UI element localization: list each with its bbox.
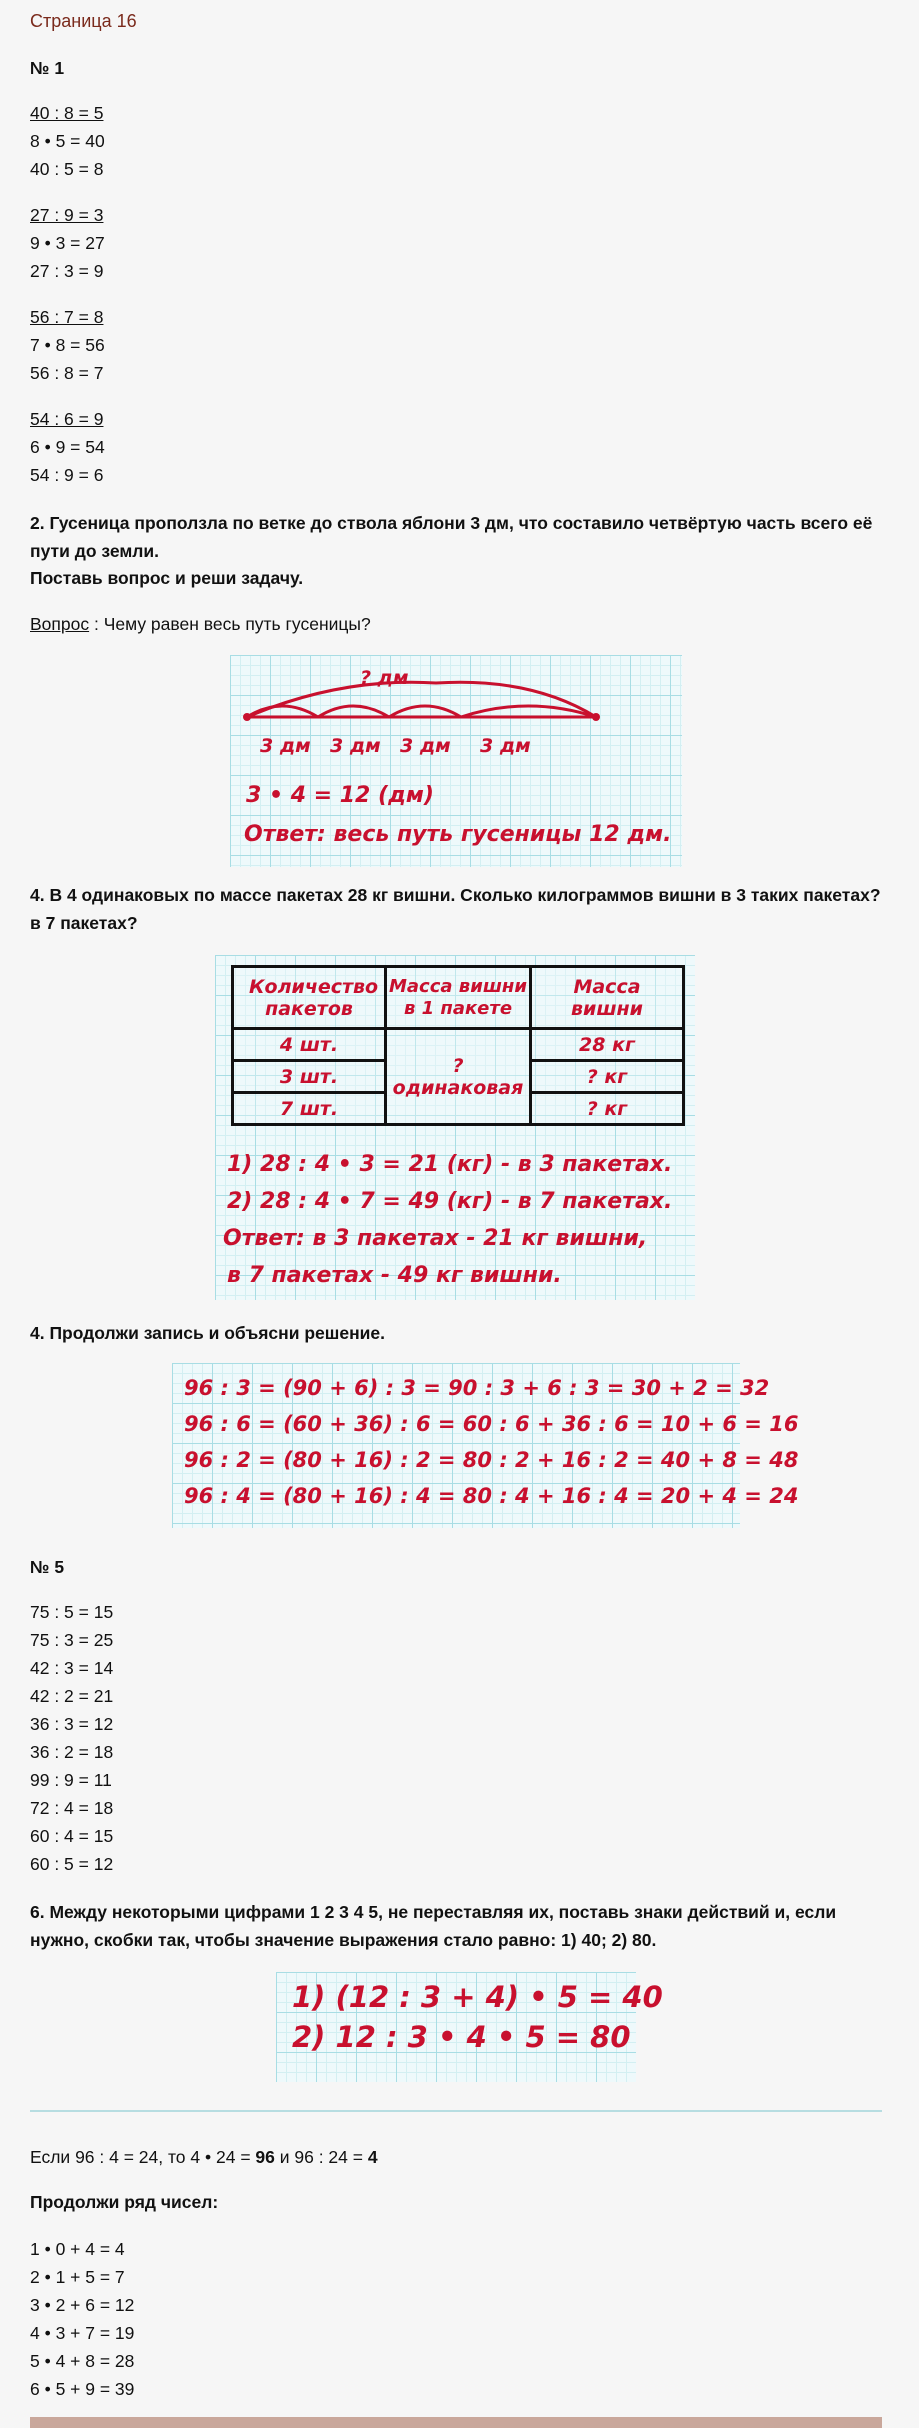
task1-g1-line1: 40 : 8 = 5: [30, 103, 104, 123]
task4b-heading: 4. Продолжи запись и объясни решение.: [30, 1323, 386, 1343]
task5-line-8: 72 : 4 = 18: [30, 1798, 114, 1818]
task4a-heading: 4. В 4 одинаковых по массе пакетах 28 кг вишни. Сколько килограммов вишни в 3 таких пакетах? в 7 пакетах?: [30, 885, 881, 933]
series-line-1: 1 • 0 + 4 = 4: [30, 2239, 125, 2259]
task2-instruction: Поставь вопрос и реши задачу.: [30, 568, 304, 588]
task1-g2-line3: 27 : 3 = 9: [30, 261, 104, 281]
task1-g4-line3: 54 : 9 = 6: [30, 465, 104, 485]
task1-g4-line2: 6 • 9 = 54: [30, 437, 105, 457]
task1-g2-line1: 27 : 9 = 3: [30, 205, 104, 225]
extra-bold-1: 96: [255, 2147, 275, 2167]
task5-line-1: 75 : 5 = 15: [30, 1602, 114, 1622]
quantity-2: 3 шт.: [233, 1061, 386, 1093]
quantity-3: 7 шт.: [233, 1093, 386, 1125]
total-mass-1: 28 кг: [531, 1029, 684, 1061]
series-line-4: 4 • 3 + 7 = 19: [30, 2323, 135, 2343]
path-start-dot: [243, 713, 251, 721]
header-total-mass: Масса вишни: [531, 967, 684, 1029]
task1-g1-line3: 40 : 5 = 8: [30, 159, 104, 179]
page-title: Страница 16: [30, 11, 137, 31]
task1-g3-line3: 56 : 8 = 7: [30, 363, 104, 383]
caterpillar-figure: [230, 655, 682, 867]
section-divider: [30, 2110, 882, 2112]
total-mass-3: ? кг: [531, 1093, 684, 1125]
task5-line-2: 75 : 3 = 25: [30, 1630, 114, 1650]
expression-figure: [276, 1972, 663, 2082]
task2-heading: 2. Гусеница проползла по ветке до ствола яблони 3 дм, что составило четвёртую часть всего её пути до земли.: [30, 513, 873, 561]
segment-label-3: 3 дм: [400, 735, 451, 757]
task5-line-7: 99 : 9 = 11: [30, 1770, 112, 1790]
top-label: ? дм: [360, 667, 409, 689]
path-end-dot: [592, 713, 600, 721]
segment-label-2: 3 дм: [330, 735, 381, 757]
task5-line-9: 60 : 4 = 15: [30, 1826, 114, 1846]
header-mass-per-bag: Масса вишни в 1 пакете: [386, 967, 531, 1029]
task5-line-3: 42 : 3 = 14: [30, 1658, 114, 1678]
cherry-figure: [215, 955, 695, 1300]
segment-arc-3: [389, 706, 461, 717]
division-line-4: 96 : 4 = (80 + 16) : 4 = 80 : 4 + 16 : 4 = 20 + 4 = 24: [184, 1484, 799, 1508]
mass-per-bag-q: ?: [452, 1054, 464, 1077]
division-line-1: 96 : 3 = (90 + 6) : 3 = 90 : 3 + 6 : 3 = 30 + 2 = 32: [184, 1376, 770, 1400]
division-line-3: 96 : 2 = (80 + 16) : 2 = 80 : 2 + 16 : 2 = 40 + 8 = 48: [184, 1448, 799, 1472]
series-heading: Продолжи ряд чисел:: [30, 2192, 219, 2212]
whole-path-arc: [247, 682, 596, 717]
task5-line-4: 42 : 2 = 21: [30, 1686, 114, 1706]
total-mass-2: ? кг: [531, 1061, 684, 1093]
division-line-2: 96 : 6 = (60 + 36) : 6 = 60 : 6 + 36 : 6 = 10 + 6 = 16: [184, 1412, 799, 1436]
mass-per-bag-text: одинаковая: [392, 1076, 524, 1099]
table-row-1: [233, 1029, 684, 1061]
division-figure: [172, 1363, 799, 1528]
segment-arc-2: [318, 706, 389, 717]
task1-heading: № 1: [30, 58, 65, 78]
task1-g3-line1: 56 : 7 = 8: [30, 307, 104, 327]
question-label: Вопрос: [30, 614, 90, 634]
question-text: : Чему равен весь путь гусеницы?: [89, 614, 371, 634]
header-quantity: Количество пакетов: [233, 967, 386, 1029]
task2-answer: Ответ: весь путь гусеницы 12 дм.: [244, 822, 672, 847]
task5-heading: № 5: [30, 1557, 65, 1577]
series-line-3: 3 • 2 + 6 = 12: [30, 2295, 135, 2315]
task2-question: [30, 613, 371, 635]
extra-bold-2: 4: [367, 2147, 378, 2167]
segment-label-1: 3 дм: [260, 735, 311, 757]
task1-g4-line1: 54 : 6 = 9: [30, 409, 104, 429]
task6-heading: 6. Между некоторыми цифрами 1 2 3 4 5, не переставляя их, поставь знаки действий и, если нужно, скобки так, чтобы значение выражения стало равно: 1) 40; 2) 80.: [30, 1902, 837, 1950]
task4a-solution-1: 1) 28 : 4 • 3 = 21 (кг) - в 3 пакетах.: [227, 1152, 673, 1177]
task5-line-5: 36 : 3 = 12: [30, 1714, 114, 1734]
task1-g1-line2: 8 • 5 = 40: [30, 131, 105, 151]
expression-line-2: 2) 12 : 3 • 4 • 5 = 80: [292, 2020, 631, 2054]
series-line-5: 5 • 4 + 8 = 28: [30, 2351, 135, 2371]
task4a-answer-1: Ответ: в 3 пакетах - 21 кг вишни,: [223, 1226, 648, 1251]
quantity-1: 4 шт.: [233, 1029, 386, 1061]
task2-solution: 3 • 4 = 12 (дм): [246, 783, 434, 808]
task5-line-6: 36 : 2 = 18: [30, 1742, 114, 1762]
series-line-6: 6 • 5 + 9 = 39: [30, 2379, 135, 2399]
task1-g2-line2: 9 • 3 = 27: [30, 233, 105, 253]
task5-line-10: 60 : 5 = 12: [30, 1854, 114, 1874]
mass-table-header-row: [233, 967, 684, 1029]
expression-line-1: 1) (12 : 3 + 4) • 5 = 40: [292, 1980, 663, 2014]
segment-label-4: 3 дм: [480, 735, 531, 757]
task4a-solution-2: 2) 28 : 4 • 7 = 49 (кг) - в 7 пакетах.: [227, 1189, 673, 1214]
extra-statement: Если 96 : 4 = 24, то 4 • 24 = 96 и 96 : 24 = 4: [30, 2147, 378, 2167]
footer-bar: [30, 2417, 882, 2428]
series-line-2: 2 • 1 + 5 = 7: [30, 2267, 125, 2287]
mass-per-bag-cell: [386, 1029, 531, 1125]
mass-table: [231, 965, 685, 1126]
task1-g3-line2: 7 • 8 = 56: [30, 335, 105, 355]
task4a-answer-2: в 7 пакетах - 49 кг вишни.: [227, 1263, 562, 1288]
segment-arc-1: [247, 706, 318, 717]
